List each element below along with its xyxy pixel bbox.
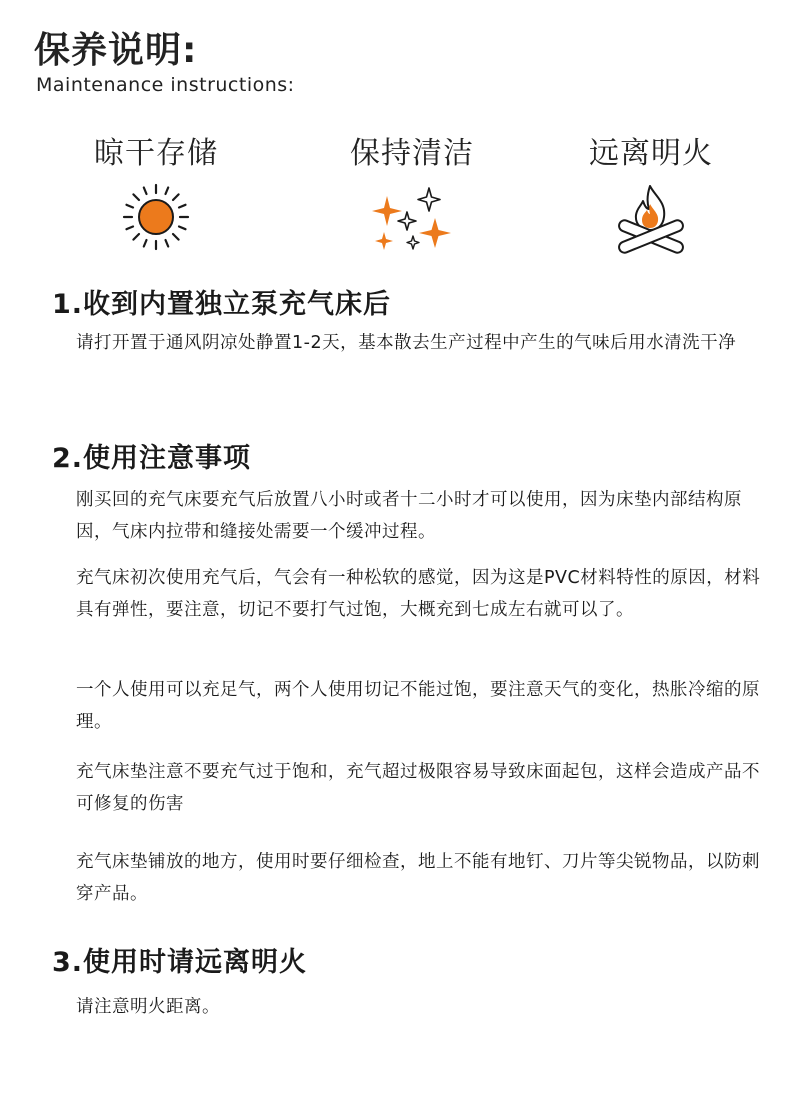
section-paragraph: 充气床垫铺放的地方，使用时要仔细检查，地上不能有地钉、刀片等尖锐物品，以防刺穿产品。 xyxy=(76,852,760,904)
tip-keep-clean xyxy=(312,128,512,254)
section-paragraph: 刚买回的充气床要充气后放置八小时或者十二小时才可以使用，因为床垫内部结构原因，气床内拉带和缝接处需要一个缓冲过程。 xyxy=(76,490,742,542)
section-title: 1.收到内置独立泵充气床后 xyxy=(52,289,392,320)
campfire-icon xyxy=(613,182,689,258)
tip-label: 晾干存储 xyxy=(94,136,218,171)
sparkle-icon xyxy=(367,182,457,254)
section-title: 3.使用时请远离明火 xyxy=(52,947,308,978)
section-paragraph: 充气床垫注意不要充气过于饱和，充气超过极限容易导致床面起包，这样会造成产品不可修复的伤害 xyxy=(76,762,760,814)
section-paragraph: 请注意明火距离。 xyxy=(76,997,220,1017)
section-paragraph: 充气床初次使用充气后，气会有一种松软的感觉，因为这是PVC材料特性的原因，材料具有弹性，要注意，切记不要打气过饱，大概充到七成左右就可以了。 xyxy=(76,568,761,620)
tip-label: 保持清洁 xyxy=(350,136,474,171)
section-paragraph: 请打开置于通风阴凉处静置1-2天，基本散去生产过程中产生的气味后用水清洗干净 xyxy=(76,333,737,353)
page-subtitle: Maintenance instructions: xyxy=(36,74,295,96)
tip-label: 远离明火 xyxy=(589,136,713,171)
section-paragraph: 一个人使用可以充足气，两个人使用切记不能过饱，要注意天气的变化，热胀冷缩的原理。 xyxy=(76,680,760,732)
sun-icon xyxy=(121,182,191,252)
page-title: 保养说明: xyxy=(34,30,198,71)
tip-dry-storage xyxy=(56,128,256,252)
tip-away-from-fire xyxy=(551,128,751,258)
section-title: 2.使用注意事项 xyxy=(52,443,252,474)
